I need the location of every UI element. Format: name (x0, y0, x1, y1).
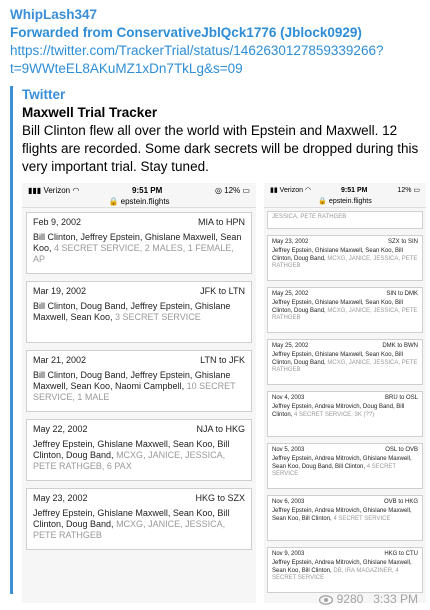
flight-header (272, 395, 418, 401)
flight-route: HKG to SZX (195, 493, 245, 503)
flight-extra: JESSICA, PETE RATHGEB (272, 214, 347, 220)
battery-indicator: 12% ▭ (397, 187, 420, 194)
flight-header (33, 424, 245, 434)
battery-indicator: ◎ 12% ▭ (214, 185, 250, 195)
flight-extra: 4 SECRET SERVICE (333, 515, 391, 522)
flight-header (272, 447, 418, 453)
lock-icon: 🔒 (108, 197, 119, 206)
preview-title: Maxwell Trial Tracker (22, 105, 158, 120)
flight-date: May 23, 2002 (33, 493, 88, 503)
flight-extra: 4 SECRET SERVICE, 2 MALES, 1 FEMALE, AP (33, 243, 234, 264)
flight-route: DMK to BWN (382, 343, 418, 349)
flight-date: Nov 4, 2003 (272, 395, 305, 401)
flight-header (272, 551, 418, 557)
flight-card (267, 235, 423, 281)
flight-extra: MCXG, JANICE, JESSICA, PETE RATHGEB (272, 255, 418, 269)
flight-passengers: Jeffrey Epstein, Ghislane Maxwell, Sean Koo, Bill Clinton, Doug Band, MCXG, JANICE, JESSICA, PETE RATHGEB (272, 248, 418, 269)
flight-card (267, 495, 423, 541)
flight-extra: 10 SECRET SERVICE, 1 MALE (33, 381, 236, 402)
flight-date: Mar 19, 2002 (33, 286, 87, 296)
flight-passengers: Jeffrey Epstein, Ghislane Maxwell, Sean Koo, Bill Clinton, Doug Band, MCXG, JANICE, JESSICA, PETE RATHGEB, 6 PAX (33, 439, 230, 471)
flight-card (26, 212, 252, 274)
flight-route: LTN to JFK (200, 355, 245, 365)
flight-date: May 22, 2002 (33, 424, 88, 434)
message-meta (319, 592, 418, 606)
flight-header (272, 239, 418, 245)
flight-card (26, 350, 252, 412)
carrier-label: ▮▮ Verizon ◠ (270, 187, 312, 194)
preview-site-name: Twitter (22, 87, 66, 102)
view-count: 9280 (336, 592, 364, 606)
flight-extra: MCXG, JANICE, JESSICA, PETE RATHGEB (272, 359, 418, 373)
flight-card (267, 287, 423, 333)
flight-route: HKG to CTU (384, 551, 418, 557)
wifi-icon: ◠ (72, 185, 80, 195)
status-clock: 9:51 PM (132, 185, 163, 195)
message-time: 3:33 PM (373, 592, 418, 606)
status-bar (22, 183, 256, 197)
flight-route: JFK to LTN (200, 286, 245, 296)
flight-list (264, 208, 426, 602)
tweet-link-line1[interactable]: https://twitter.com/TrackerTrial/status/1462630127859339266? (10, 43, 384, 58)
flight-route: SIN to DMK (386, 291, 418, 297)
flight-route: NJA to HKG (196, 424, 245, 434)
flight-header (33, 217, 245, 227)
flight-passengers: Jeffrey Epstein, Ghislane Maxwell, Sean Koo, Bill Clinton, Doug Band, MCXG, JANICE, JESSICA, PETE RATHGEB (272, 300, 418, 321)
flight-passengers: Bill Clinton, Jeffrey Epstein, Ghislane Maxwell, Sean Koo, 4 SECRET SERVICE, 2 MALES, 1 FEMALE, AP (33, 232, 242, 264)
flight-header (33, 355, 245, 365)
flight-date: Feb 9, 2002 (33, 217, 82, 227)
preview-image[interactable] (22, 183, 422, 603)
flight-passengers: Jeffrey Epstein, Andrea Mitrovich, Ghislane Maxwell, Sean Koo, Bill Clinton, DB, IRA MAGAZINER, 4 SECRET SERVICE (272, 560, 412, 581)
flight-header (33, 286, 245, 296)
flight-header (272, 343, 418, 349)
flight-extra: MCXG, JANICE, JESSICA, PETE RATHGEB (272, 307, 418, 321)
flight-header (272, 499, 418, 505)
flight-date: Nov 9, 2003 (272, 551, 305, 557)
phone-screenshot-right (264, 183, 426, 603)
flight-passengers: Jeffrey Epstein, Ghislane Maxwell, Sean Koo, Bill Clinton, Doug Band, MCXG, JANICE, JESSICA, PETE RATHGEB (272, 352, 418, 373)
flight-card (26, 488, 252, 550)
flight-header (272, 291, 418, 297)
flight-card (267, 339, 423, 385)
forwarded-from[interactable]: Forwarded from ConservativeJblQck1776 (Jblock0929) (10, 25, 362, 40)
status-bar (264, 183, 426, 197)
status-clock: 9:51 PM (341, 186, 368, 194)
flight-extra: DB, IRA MAGAZINER, 4 SECRET SERVICE (272, 567, 399, 581)
flight-passengers: Jeffrey Epstein, Andrea Mitrovich, Ghislane Maxwell, Sean Koo, Bill Clinton, 4 SECRET SERVICE (272, 508, 412, 522)
flight-date: May 25, 2002 (272, 291, 309, 297)
flight-route: OVB to HKG (383, 499, 418, 505)
flight-date: Nov 5, 2003 (272, 447, 305, 453)
phone-screenshot-left (22, 183, 256, 603)
flight-passengers: Jeffrey Epstein, Andrea Mitrovich, Ghislane Maxwell, Sean Koo, Doug Band, Bill Clinton, 4 SECRET SERVICE (272, 456, 412, 477)
flight-card (267, 443, 423, 489)
flight-extra: 4 SECRET SERVICE (272, 463, 396, 477)
flight-route: OSL to OVB (385, 447, 418, 453)
flight-date: Mar 21, 2002 (33, 355, 87, 365)
flight-passengers: Bill Clinton, Doug Band, Jeffrey Epstein, Ghislane Maxwell, Sean Koo, 3 SECRET SERVICE (33, 301, 231, 322)
address-bar: 🔒 epstein.flights (22, 197, 256, 208)
flight-passengers: Jeffrey Epstein, Andrea Mitrovich, Doug Band, Bill Clinton, 4 SECRET SERVICE, 3K (??) (272, 404, 405, 418)
flight-passengers: Bill Clinton, Doug Band, Jeffrey Epstein, Ghislane Maxwell, Sean Koo, Naomi Campbell, 10 SECRET SERVICE, 1 MALE (33, 370, 236, 402)
flight-date: May 23, 2002 (272, 239, 309, 245)
flight-extra: 3 SECRET SERVICE (115, 312, 201, 322)
address-bar: 🔒 epstein.flights (264, 197, 426, 208)
flight-passengers: Jeffrey Epstein, Ghislane Maxwell, Sean Koo, Bill Clinton, Doug Band, MCXG, JANICE, JESSICA, PETE RATHGEB (33, 508, 230, 540)
carrier-label: ▮▮▮ Verizon ◠ (28, 185, 80, 195)
flight-date: May 25, 2002 (272, 343, 309, 349)
flight-route: MIA to HPN (197, 217, 245, 227)
preview-description: Bill Clinton flew all over the world with Epstein and Maxwell. 12 flights are recorded. Some dark secrets will be dropped during this very important trial. Stay tuned. (22, 123, 419, 174)
flight-extra: 4 SECRET SERVICE, 3K (??) (294, 411, 375, 418)
flight-route: SZX to SIN (387, 239, 418, 245)
flight-card (26, 419, 252, 481)
flight-list (22, 208, 256, 561)
tweet-link-line2[interactable]: t=9WWteEL8AKuMZ1xDn7TkLg&s=09 (10, 61, 243, 76)
flight-extra: MCXG, JANICE, JESSICA, PETE RATHGEB (33, 519, 226, 540)
flight-extra: MCXG, JANICE, JESSICA, PETE RATHGEB, 6 PAX (33, 450, 226, 471)
flight-card (267, 547, 423, 593)
flight-card (26, 281, 252, 343)
author-name[interactable]: WhipLash347 (10, 7, 98, 22)
lock-icon: 🔒 (318, 198, 327, 205)
tweet-link[interactable] (10, 42, 420, 78)
flight-card-fragment (267, 211, 423, 229)
flight-route: BRU to OSL (384, 395, 418, 401)
wifi-icon: ◠ (304, 187, 312, 194)
flight-card (267, 391, 423, 437)
flight-header (33, 493, 245, 503)
flight-date: Nov 6, 2003 (272, 499, 305, 505)
eye-icon (319, 594, 333, 604)
